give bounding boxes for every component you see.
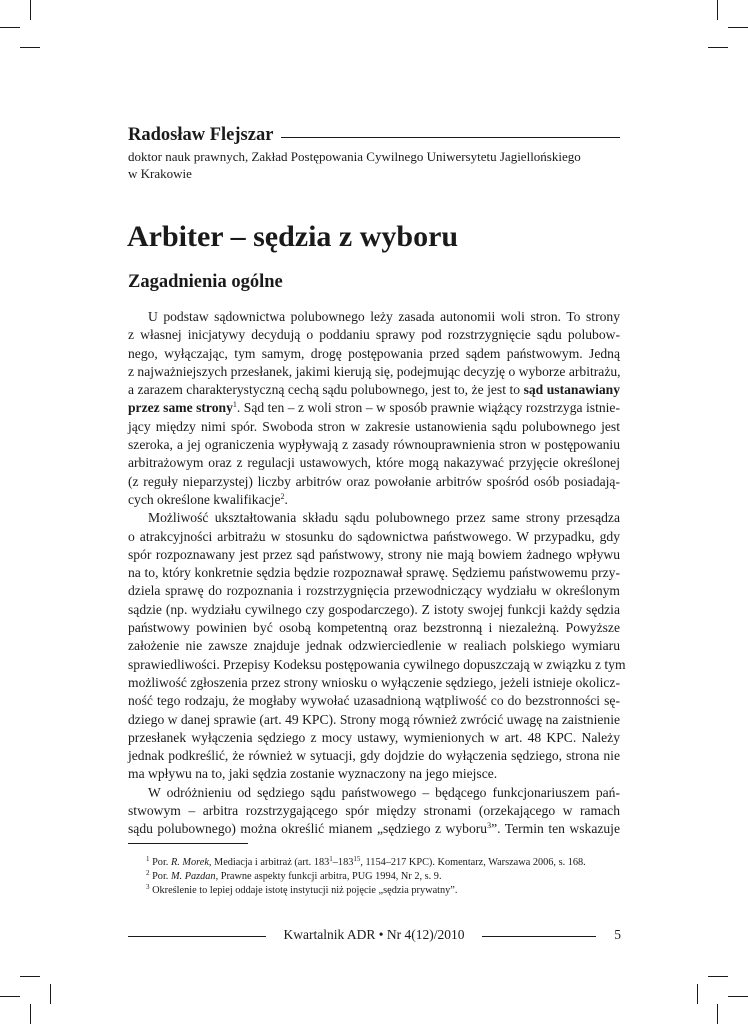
body-line (128, 491, 620, 509)
crop-mark (0, 996, 20, 997)
crop-mark (697, 984, 698, 1004)
crop-mark (717, 0, 718, 20)
body-line (128, 381, 620, 399)
footnote-text: –183 (332, 857, 354, 868)
body-line: dziela sprawę do rozpoznania i rozstrzygnięcia przewodniczący wydziału w określonym (128, 583, 620, 599)
footnote-author: R. Morek (170, 857, 209, 868)
footnote-text: Określenie to lepiej oddaje istotę instytucji niż pojęcie „sędzia prywatny”. (149, 885, 458, 896)
body-line: ma wpływu na to, jaki sędzia zostanie wyznaczony na jego miejsce. (128, 766, 498, 782)
body-line: z własnej inicjatywy decydują o poddaniu sprawy pod rozstrzygnięcie sądu polubow- (128, 327, 620, 343)
footnote-ref[interactable]: 2 (280, 491, 285, 501)
footnote-author: M. Pazdan (170, 871, 216, 882)
footnote-text: , Prawne aspekty funkcji arbitra, PUG 1994, Nr 2, s. 9. (215, 871, 442, 882)
article-body (128, 308, 626, 839)
body-line: sprawiedliwości. Przepisy Kodeksu postępowania cywilnego dopuszczają w związku z tym (128, 656, 626, 672)
footnote-3 (146, 884, 622, 898)
footnotes (146, 856, 622, 898)
body-line: szeroka, a jej ograniczenia wypływają z zasady równouprawnienia stron w postępowaniu (128, 437, 620, 453)
body-text-fragment: cych określone kwalifikacje (128, 491, 281, 507)
body-text-fragment: a zarazem charakterystyczną cechą sądu polubownego, jest to, że jest to (128, 382, 524, 398)
body-line (128, 820, 620, 838)
body-line: możliwość zgłoszenia przez strony wniosku o wyłączenie sędziego, jeżeli istnieje okolicz- (128, 674, 620, 690)
footnote-ref[interactable]: 3 (487, 821, 492, 831)
author-name: Radosław Flejszar (128, 125, 274, 145)
footnote-text: Por. (149, 871, 171, 882)
footer-rule-right (482, 936, 596, 937)
body-line: z najważniejszych przesłanek, jakimi kierują się, podejmując decyzję o wyborze arbitrażu, (128, 363, 621, 379)
body-line: o atrakcyjności arbitrażu w stosunku do sądownictwa państwowego. W przypadku, gdy (128, 528, 620, 544)
footer-rule-left (128, 936, 266, 937)
footnote-text: Por. (149, 857, 171, 868)
body-line: ność tego rodzaju, że mogłaby wywołać uzasadnioną wątpliwość co do bezstronności sę- (128, 693, 620, 709)
journal-footer: Kwartalnik ADR • Nr 4(12)/2010 (283, 927, 465, 942)
body-text-fragment: . (284, 491, 288, 507)
author-header (128, 125, 620, 146)
affiliation-line: doktor nauk prawnych, Zakład Postępowania Cywilnego Uniwersytetu Jagiellońskiego (128, 149, 581, 164)
body-line: U podstaw sądownictwa polubownego leży zasada autonomii woli stron. To strony (148, 309, 620, 324)
crop-mark (708, 47, 728, 48)
emphasis-text: przez same strony (128, 400, 233, 416)
footnote-text: , Mediacja i arbitraż (art. 183 (208, 857, 330, 868)
body-text-fragment: sądu polubownego) można określić mianem „sędziego z wyboru (128, 821, 488, 837)
crop-mark (30, 1004, 31, 1024)
article-title: Arbiter – sędzia z wyboru (127, 220, 459, 253)
footnote-number: 1 (146, 855, 150, 863)
crop-mark (30, 0, 31, 20)
footnote-2 (146, 870, 622, 884)
body-text-fragment: . Sąd ten – z woli stron – w sposób prawnie wiążący rozstrzyga istnie- (236, 400, 620, 416)
body-line: (z reguły nieparzystej) liczby arbitrów oraz powołanie arbitrów spośród osób posiadają- (128, 473, 620, 489)
body-line: arbitrażowym oraz z regulacji ustawowych, które mogą nakazywać przyjęcie określonej (128, 455, 620, 471)
body-line: jący między nimi spór. Swoboda stron w zakresie ustanowienia sądu polubownego jest (128, 418, 620, 434)
crop-mark (0, 27, 20, 28)
author-rule (281, 137, 620, 138)
body-line: stwowym – arbitra rozstrzygającego spór między stronami (orzekającego w ramach (128, 803, 620, 819)
crop-mark (20, 976, 40, 977)
crop-mark (708, 976, 728, 977)
footnote-text: , 1154–217 KPC). Komentarz, Warszawa 2006, s. 168. (360, 857, 586, 868)
body-line: dziego w danej sprawie (art. 49 KPC). Strony mogą również zwrócić uwagę na zaistnienie (128, 711, 620, 727)
body-text-fragment: ”. Termin ten wskazuje (491, 821, 620, 837)
page-number: 5 (614, 927, 621, 942)
emphasis-text: sąd ustanawiany (523, 382, 621, 398)
author-affiliation (128, 148, 620, 182)
crop-mark (20, 47, 40, 48)
body-line: jednak podkreślić, że również w sytuacji, gdy dojdzie do wyłączenia sędziego, strona nie (128, 748, 620, 764)
body-line: przesłanek wyłączenia sędziego z mocy ustawy, wymienionych w art. 48 KPC. Należy (128, 729, 620, 745)
body-line: sądzie (np. wydziału cywilnego czy gospodarczego). Z istoty swojej funkcji każdy sędzia (128, 601, 620, 617)
footnote-superscript: 15 (353, 855, 361, 863)
body-line: założenie nie zawsze znajduje jednak odzwierciedlenie w realiach polskiego wymiaru (128, 638, 620, 654)
body-line: państwowy powinien być osobą kompetentną oraz bezstronną i niezależną. Powyższe (128, 620, 620, 636)
footnote-1 (146, 856, 622, 870)
footnote-number: 2 (146, 869, 150, 877)
body-line: Możliwość ukształtowania składu sądu polubownego przez same strony przesądza (148, 510, 620, 526)
body-line: na to, który konkretnie sędzia będzie rozpoznawał sprawę. Sędziemu państwowemu przy- (128, 565, 620, 581)
footnote-number: 3 (146, 883, 150, 891)
footnote-ref[interactable]: 1 (232, 400, 237, 410)
footnote-superscript: 1 (329, 855, 333, 863)
section-heading: Zagadnienia ogólne (128, 272, 283, 292)
crop-mark (728, 996, 748, 997)
body-line: W odróżnieniu od sędziego sądu państwowego – będącego funkcjonariuszem pań- (148, 784, 620, 800)
crop-mark (717, 1004, 718, 1024)
crop-mark (50, 984, 51, 1004)
body-line: nego, wyłączając, tym samym, drogę postępowania przed sądem państwowym. Jedną (128, 345, 620, 361)
footnote-separator (128, 843, 248, 844)
body-line: spór rozpoznawany jest przez sąd państwowy, strony nie mają bowiem żadnego wpływu (128, 546, 620, 562)
body-line (128, 399, 620, 417)
affiliation-line: w Krakowie (128, 166, 192, 181)
crop-mark (728, 27, 748, 28)
